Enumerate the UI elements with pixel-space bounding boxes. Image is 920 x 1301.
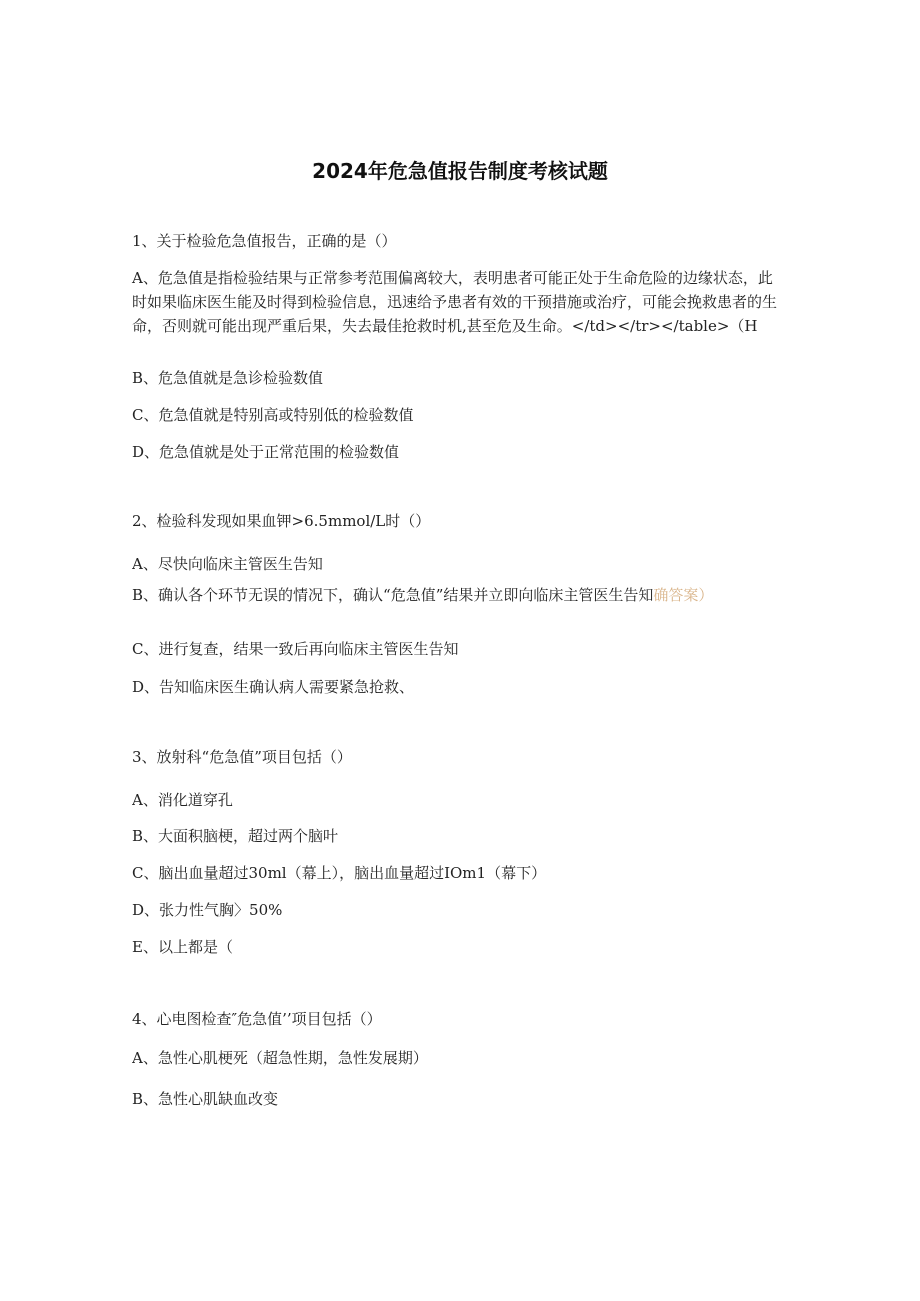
question-4-stem: 4、心电图检查″危急值’’项目包括（）	[132, 1010, 382, 1028]
document-title: 2024年危急值报告制度考核试题	[312, 159, 608, 183]
question-1-option-d: D、危急值就是处于正常范围的检验数值	[132, 443, 400, 461]
question-3-stem: 3、放射科“危急值”项目包括（）	[132, 748, 352, 766]
question-2-option-d: D、告知临床医生确认病人需要紧急抢救、	[132, 678, 415, 696]
question-2-option-b	[132, 583, 782, 607]
question-3-option-e: E、以上都是（	[132, 938, 233, 956]
question-2-faint-answer: 确答案）	[653, 586, 714, 604]
question-2-option-a: A、尽快向临床主管医生告知	[132, 555, 323, 573]
question-4-option-b: B、急性心肌缺血改变	[132, 1090, 279, 1108]
question-2-stem: 2、检验科发现如果血钾>6.5mmol∕L时（）	[132, 512, 431, 530]
question-3-option-c: C、脑出血量超过30ml（幕上），脑出血量超过IOm1（幕下）	[132, 864, 547, 882]
question-2-option-b-text: B、确认各个环节无误的情况下，确认“危急值”结果并立即向临床主管医生告知	[132, 586, 654, 604]
question-1-option-c: C、危急值就是特别高或特别低的检验数值	[132, 406, 414, 424]
question-3-option-b: B、大面积脑梗，超过两个脑叶	[132, 827, 339, 845]
question-3-option-a: A、消化道穿孔	[132, 791, 233, 809]
question-2-option-c: C、进行复查，结果一致后再向临床主管医生告知	[132, 640, 459, 658]
question-3-option-d: D、张力性气胸〉50%	[132, 901, 283, 919]
question-1-option-b: B、危急值就是急诊检验数值	[132, 369, 324, 387]
question-4-option-a: A、急性心肌梗死（超急性期，急性发展期）	[132, 1049, 428, 1067]
question-1-option-a: A、危急值是指检验结果与正常参考范围偏离较大，表明患者可能正处于生命危险的边缘状态，此时如果临床医生能及时得到检验信息，迅速给予患者有效的干预措施或治疗，可能会挽救患者的生命，否则就可能出现严重后果，失去最佳抢救时机,甚至危及生命。</td></tr></table>（H	[132, 269, 778, 335]
question-1-stem: 1、关于检验危急值报告，正确的是（）	[132, 232, 397, 250]
